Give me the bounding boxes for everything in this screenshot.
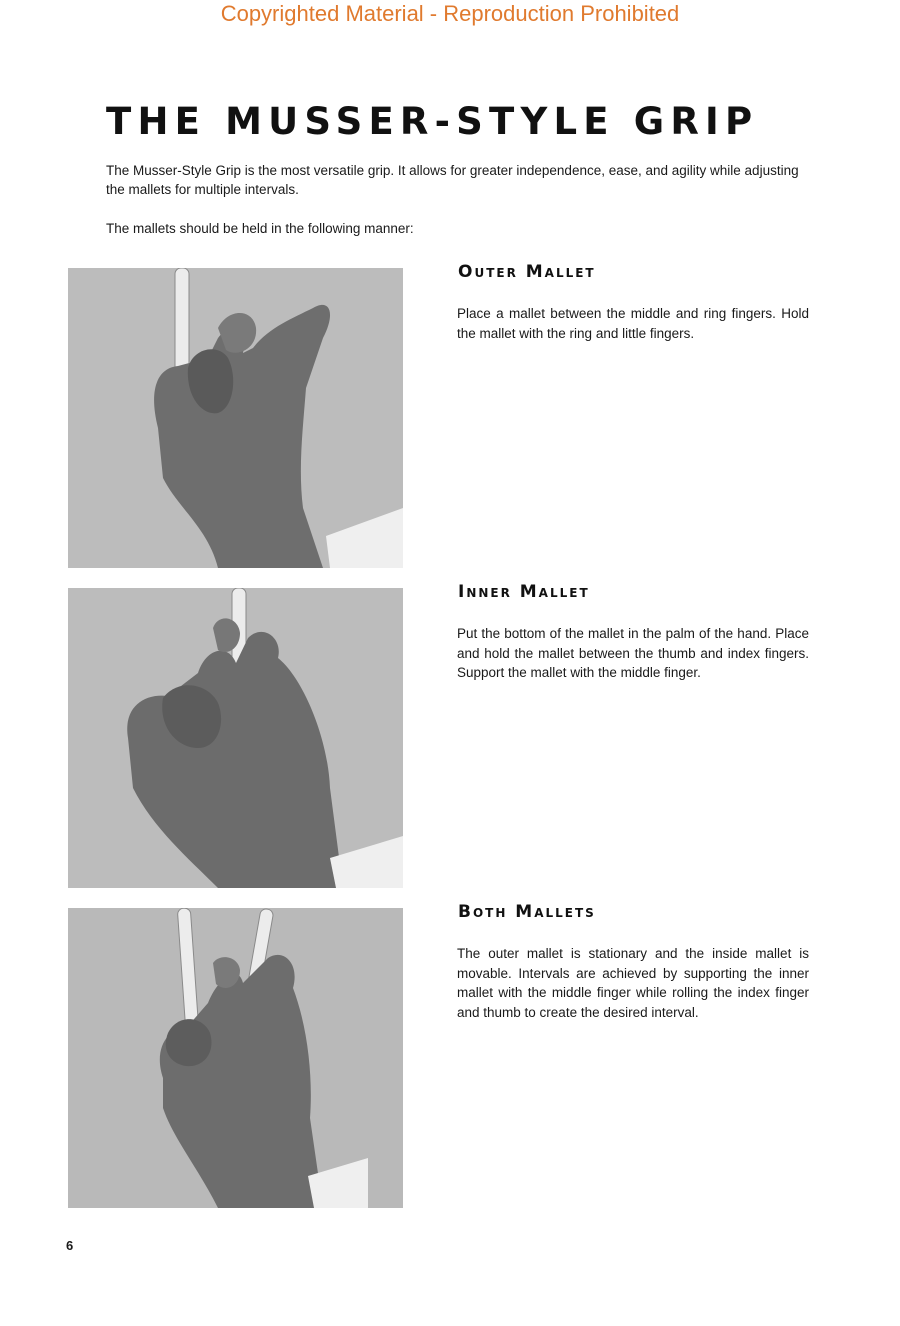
both-mallets-photo (68, 908, 403, 1208)
inner-mallet-photo (68, 588, 403, 888)
both-mallets-text: The outer mallet is stationary and the inside mallet is movable. Intervals are achieved by supporting the inner mallet with the middle finger while rolling the index finger and thumb to create the desired interval. (457, 946, 809, 1020)
page-number: 6 (66, 1238, 74, 1253)
intro-paragraph: The Musser-Style Grip is the most versatile grip. It allows for greater independence, ease, and agility while adjusting the mallets for multiple intervals. (106, 163, 799, 197)
page-title: THE MUSSER-STYLE GRIP (106, 100, 759, 143)
inner-mallet-text: Put the bottom of the mallet in the palm of the hand. Place and hold the mallet between the thumb and index fingers. Support the mallet with the middle finger. (457, 626, 809, 680)
both-mallets-heading: Both Mallets (458, 902, 596, 922)
outer-mallet-photo (68, 268, 403, 568)
copyright-watermark: Copyrighted Material - Reproduction Prohibited (220, 1, 680, 26)
instruction-paragraph: The mallets should be held in the following manner: (106, 221, 414, 236)
outer-mallet-text: Place a mallet between the middle and ring fingers. Hold the mallet with the ring and little fingers. (457, 306, 809, 341)
inner-mallet-heading: Inner Mallet (458, 582, 590, 602)
outer-mallet-heading: Outer Mallet (458, 262, 596, 282)
